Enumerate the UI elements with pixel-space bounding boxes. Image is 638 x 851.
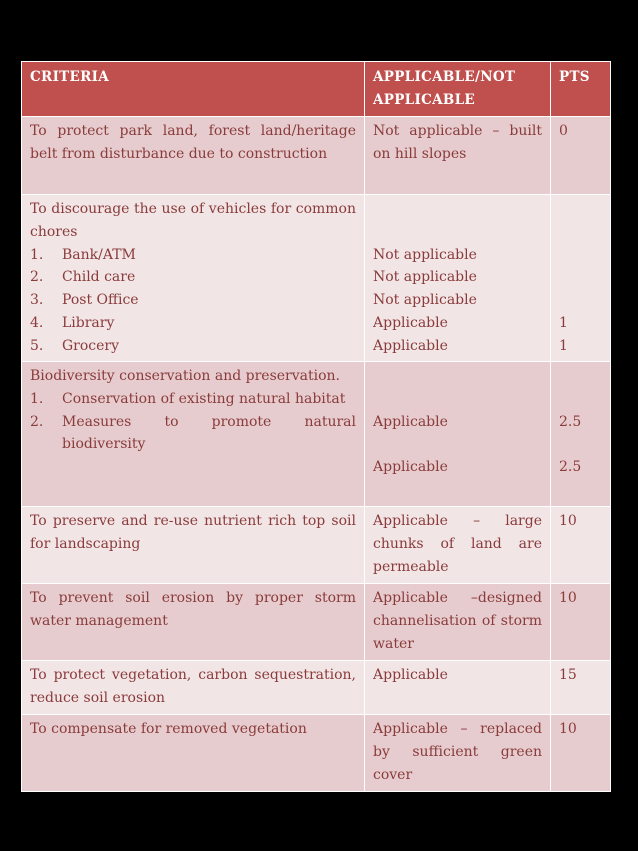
item-number: 2. — [30, 269, 44, 286]
pts-cell — [551, 195, 611, 362]
table-row — [22, 584, 611, 661]
item-label: Grocery — [62, 337, 120, 354]
list-item — [30, 244, 356, 267]
applicable-cell: Not applicable – built on hill slopes — [365, 117, 551, 195]
item-pts: 2.5 — [559, 459, 582, 476]
list-item — [30, 266, 356, 289]
item-number: 2. — [30, 413, 44, 430]
applicable-cell — [365, 195, 551, 362]
item-applicable: Applicable — [373, 337, 448, 354]
table-row — [22, 715, 611, 792]
applicable-cell: Applicable –designed channelisation of storm water — [365, 584, 551, 661]
item-applicable: Not applicable — [373, 269, 477, 286]
pts-cell: 15 — [551, 661, 611, 715]
criteria-cell: To prevent soil erosion by proper storm water management — [22, 584, 365, 661]
applicable-cell — [365, 362, 551, 507]
list-item — [30, 411, 356, 457]
item-pts: 1 — [559, 337, 568, 354]
item-applicable: Not applicable — [373, 246, 477, 263]
item-number: 4. — [30, 314, 44, 331]
pts-cell: 10 — [551, 715, 611, 792]
pts-cell — [551, 362, 611, 507]
item-number: 3. — [30, 292, 44, 309]
criteria-cell — [22, 362, 365, 507]
list-item — [30, 335, 356, 358]
item-number: 1. — [30, 246, 44, 263]
item-applicable: Applicable — [373, 459, 448, 476]
header-applicable: APPLICABLE/NOT APPLICABLE — [365, 62, 551, 117]
criteria-cell — [22, 195, 365, 362]
table-row — [22, 117, 611, 195]
item-applicable: Applicable — [373, 314, 448, 331]
criteria-cell: To preserve and re-use nutrient rich top soil for landscaping — [22, 507, 365, 584]
header-pts: PTS — [551, 62, 611, 117]
pts-cell: 0 — [551, 117, 611, 195]
item-pts: 2.5 — [559, 413, 582, 430]
pts-cell: 10 — [551, 507, 611, 584]
item-label: Measures to promote natural biodiversity — [62, 413, 356, 453]
table-row — [22, 507, 611, 584]
applicable-cell: Applicable — [365, 661, 551, 715]
criteria-cell: To protect park land, forest land/heritage belt from disturbance due to construction — [22, 117, 365, 195]
applicable-cell: Applicable – large chunks of land are permeable — [365, 507, 551, 584]
pts-cell: 10 — [551, 584, 611, 661]
list-item — [30, 388, 356, 411]
item-number: 1. — [30, 390, 44, 407]
item-label: Bank/ATM — [62, 246, 136, 263]
item-pts: 1 — [559, 314, 568, 331]
criteria-table-frame — [21, 61, 610, 792]
criteria-intro: To discourage the use of vehicles for common chores — [30, 201, 356, 240]
list-item — [30, 312, 356, 335]
table-row — [22, 661, 611, 715]
item-label: Post Office — [62, 292, 139, 309]
criteria-intro: Biodiversity conservation and preservation. — [30, 368, 341, 384]
criteria-cell: To compensate for removed vegetation — [22, 715, 365, 792]
item-label: Child care — [62, 269, 136, 286]
criteria-table — [21, 61, 611, 792]
item-label: Conservation of existing natural habitat — [62, 390, 346, 407]
item-applicable: Applicable — [373, 413, 448, 430]
list-item — [30, 289, 356, 312]
criteria-cell: To protect vegetation, carbon sequestration, reduce soil erosion — [22, 661, 365, 715]
header-row — [22, 62, 611, 117]
table-row — [22, 195, 611, 362]
item-number: 5. — [30, 337, 44, 354]
table-row — [22, 362, 611, 507]
header-criteria: CRITERIA — [22, 62, 365, 117]
applicable-cell: Applicable – replaced by sufficient green cover — [365, 715, 551, 792]
item-label: Library — [62, 314, 115, 331]
item-applicable: Not applicable — [373, 292, 477, 309]
